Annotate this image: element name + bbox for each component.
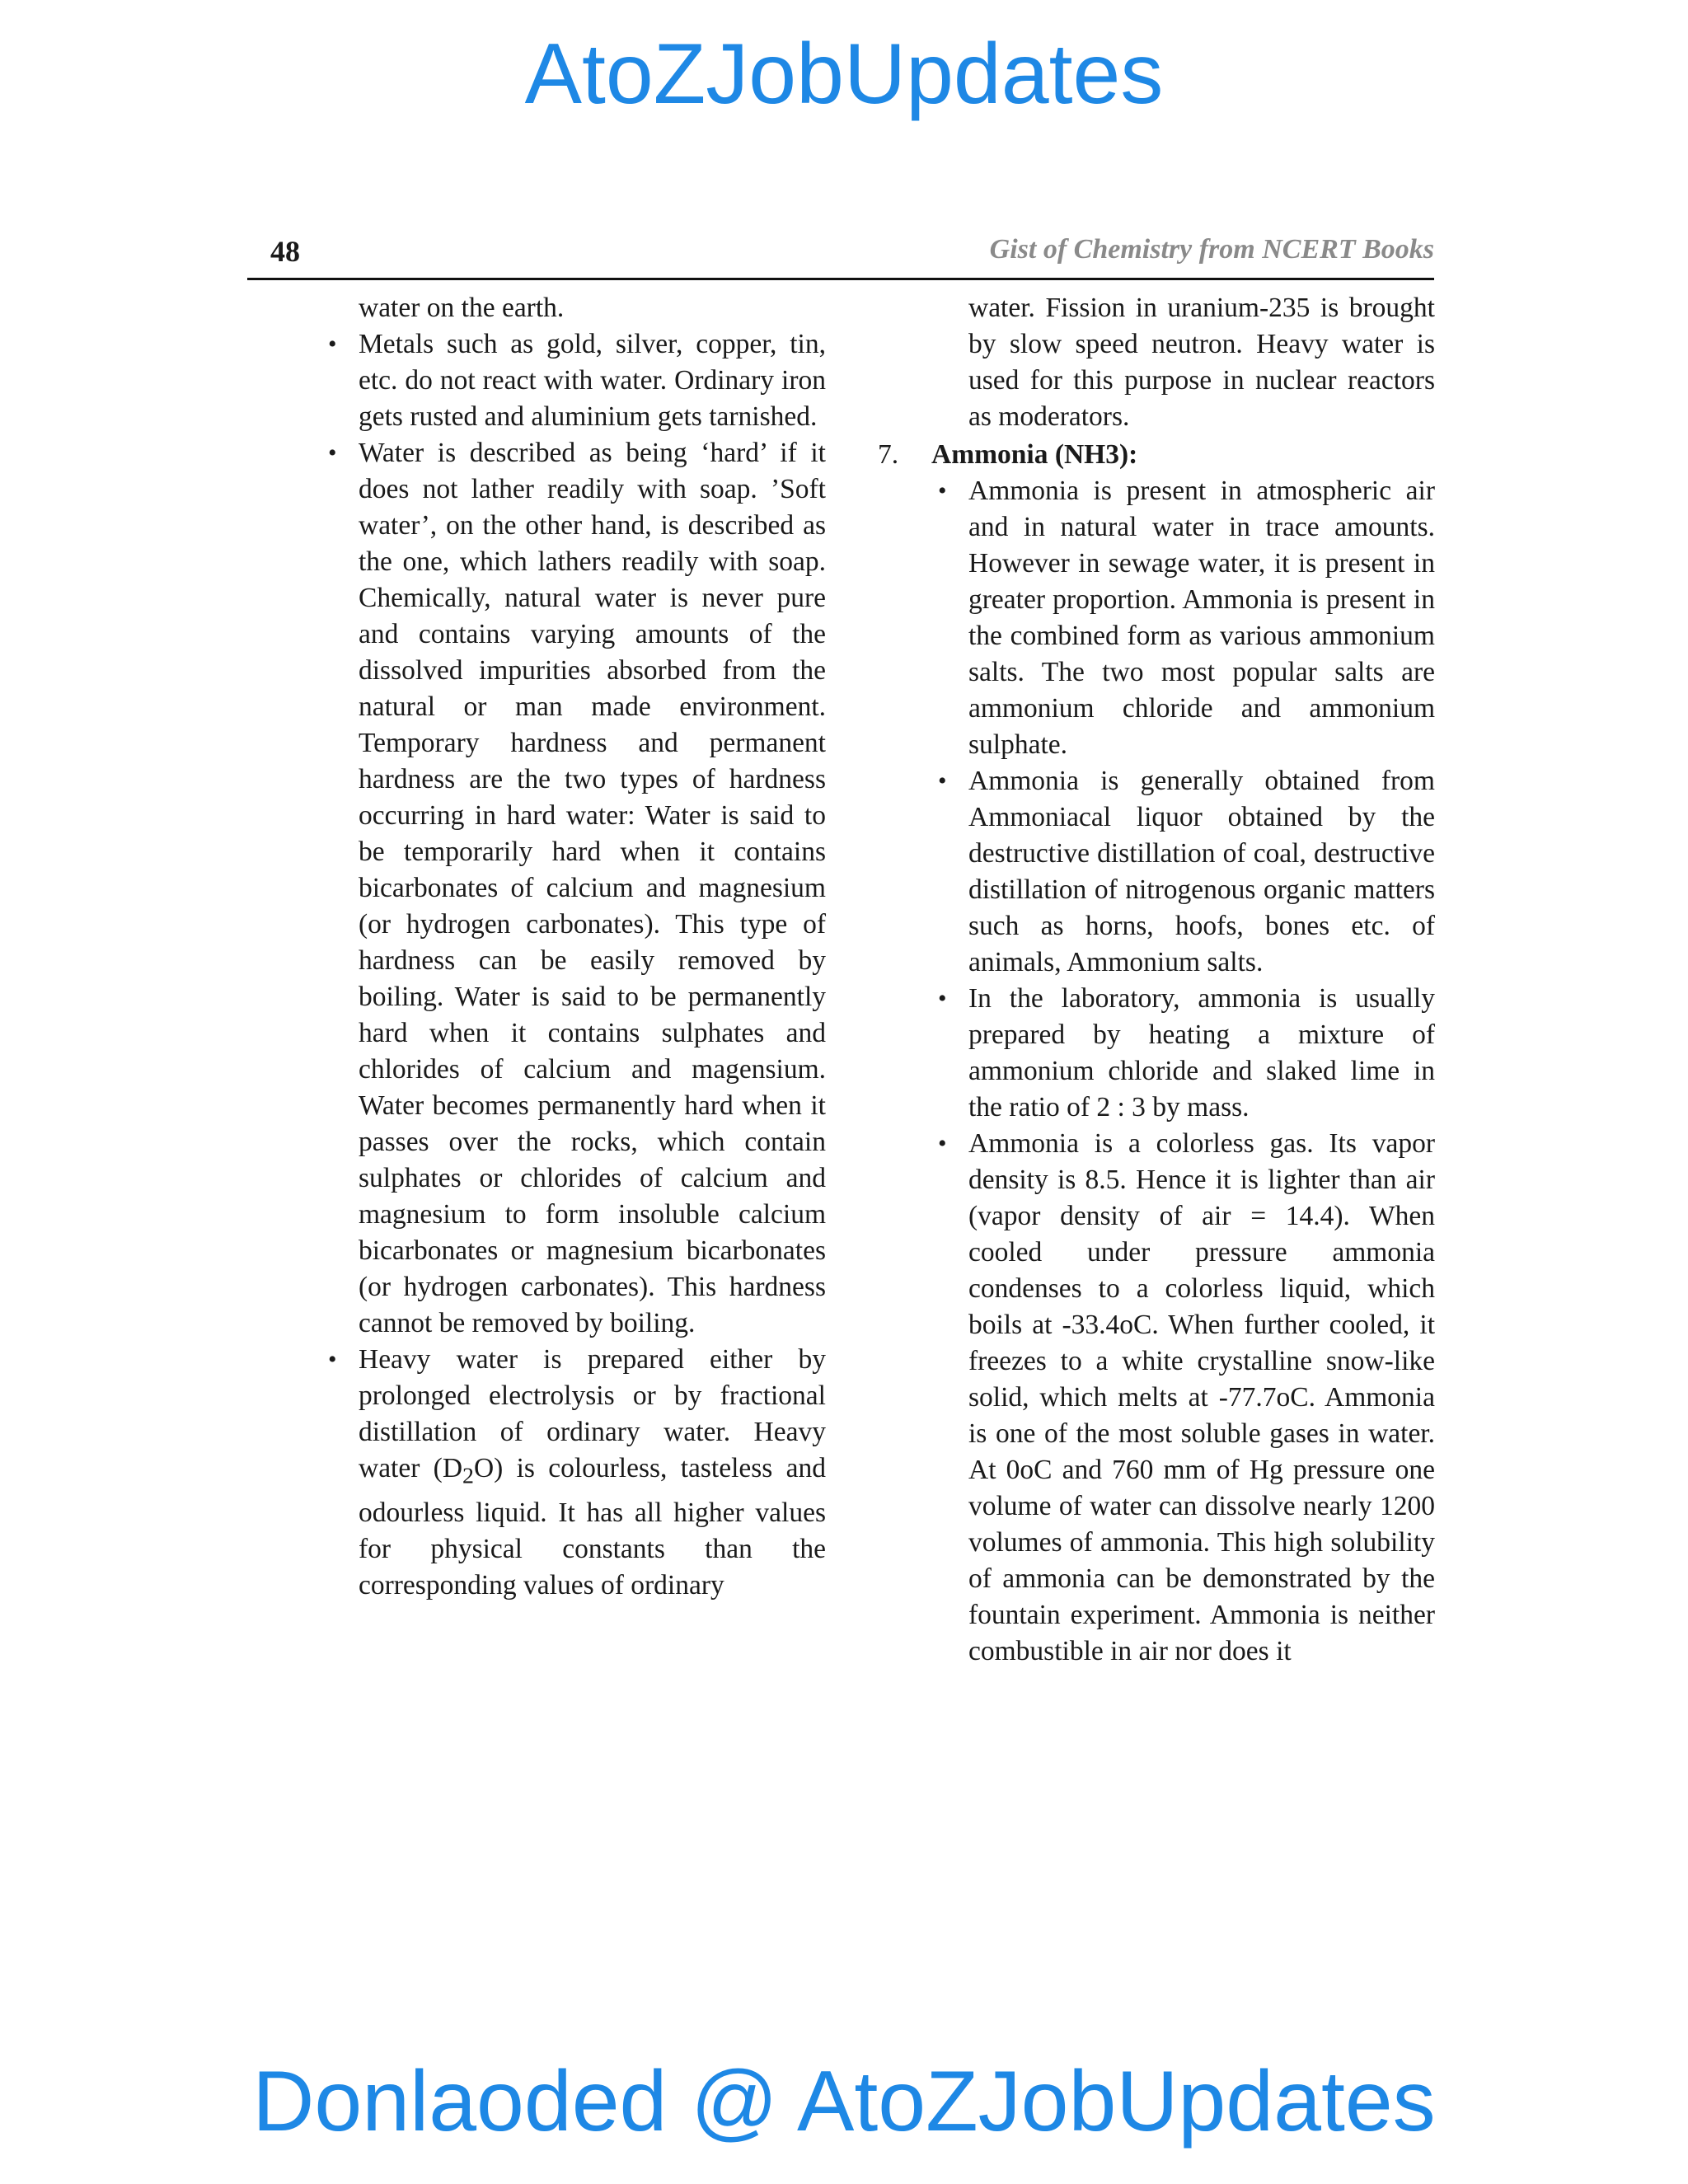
subscript-2: 2	[462, 1463, 474, 1489]
section-number: 7.	[878, 439, 899, 470]
list-item	[321, 435, 826, 1342]
continuation-text: water. Fission in uranium-235 is brought by slow speed neutron. Heavy water is used for this purpose in nuclear reactors as moderators.	[968, 293, 1435, 432]
section-heading	[878, 437, 1435, 473]
heavy-water-text-after: O) is colourless, tasteless and odourless liquid. It has all higher values for physical constants than the corresponding values of ordinary	[359, 1453, 826, 1601]
bullet-icon: •	[938, 985, 947, 1012]
heavy-water-text-before: Heavy water is prepared either by prolonged electrolysis or by fractional distillation of ordinary water. Heavy water (D	[359, 1344, 826, 1483]
list-item-text: Ammonia is a colorless gas. Its vapor density is 8.5. Hence it is lighter than air (vapor density of air = 14.4). When cooled under pressure ammonia condenses to a colorless liquid, which boils at -33.4oC. When further cooled, it freezes to a white crystalline snow-like solid, which melts at -77.7oC. Ammonia is one of the most soluble gases in water. At 0oC and 760 mm of Hg pressure one volume of water can dissolve nearly 1200 volumes of ammonia. This high solubility of ammonia can be demonstrated by the fountain experiment. Ammonia is neither combustible in air nor does it	[968, 1128, 1435, 1666]
list-item	[931, 981, 1435, 1126]
list-item-text: In the laboratory, ammonia is usually prepared by heating a mixture of ammonium chloride and slaked lime in the ratio of 2 : 3 by mass.	[968, 983, 1435, 1122]
bullet-icon: •	[328, 330, 337, 358]
book-title: Gist of Chemistry from NCERT Books	[989, 234, 1434, 265]
header-divider	[247, 278, 1434, 280]
bullet-icon: •	[938, 767, 947, 794]
list-item	[321, 326, 826, 435]
bullet-icon: •	[938, 477, 947, 504]
bullet-icon: •	[328, 439, 337, 466]
bullet-icon: •	[938, 1130, 947, 1157]
section-title: Ammonia (NH3):	[931, 439, 1138, 470]
continuation-text: water on the earth.	[359, 293, 565, 323]
list-item	[931, 763, 1435, 981]
list-item	[931, 473, 1435, 763]
page-number: 48	[270, 235, 300, 268]
watermark-top: AtoZJobUpdates	[524, 26, 1164, 122]
list-item-text: Ammonia is present in atmospheric air and in natural water in trace amounts. However in sewage water, it is present in greater proportion. Ammonia is present in the combined form as various ammonium salts. The two most popular salts are ammonium chloride and ammonium sulphate.	[968, 476, 1435, 760]
watermark-bottom: Donlaoded @ AtoZJobUpdates	[252, 2054, 1436, 2149]
list-item	[321, 1342, 826, 1604]
bullet-icon: •	[328, 1346, 337, 1373]
list-item-text: Water is described as being ‘hard’ if it does not lather readily with soap. ’Soft water’, on the other hand, is described as the one, which lathers readily with soap. Chemically, natural water is never pure and contains varying amounts of the dissolved impurities absorbed from the natural or man made environment. Temporary hardness and permanent hardness are the two types of hardness occurring in hard water: Water is said to be temporarily hard when it contains bicarbonates of calcium and magnesium (or hydrogen carbonates). This type of hardness can be easily removed by boiling. Water is said to be permanently hard when it contains sulphates and chlorides of calcium and magensium. Water becomes permanently hard when it passes over the rocks, which contain sulphates or chlorides of calcium and magnesium to form insoluble calcium bicarbonates or magnesium bicarbonates (or hydrogen carbonates). This hardness cannot be removed by boiling.	[359, 438, 826, 1338]
right-column	[878, 290, 1435, 1670]
bullet-list	[878, 473, 1435, 1670]
list-item	[931, 1126, 1435, 1670]
bullet-list	[321, 326, 826, 1604]
list-item-text	[359, 1344, 826, 1601]
left-column	[321, 290, 826, 1604]
list-item-text: Ammonia is generally obtained from Ammoniacal liquor obtained by the destructive distillation of coal, destructive distillation of nitrogenous organic matters such as horns, hoofs, bones etc. of animals, Ammonium salts.	[968, 766, 1435, 977]
list-item-text: Metals such as gold, silver, copper, tin, etc. do not react with water. Ordinary iron gets rusted and aluminium gets tarnished.	[359, 329, 826, 432]
page-header	[247, 229, 1434, 279]
